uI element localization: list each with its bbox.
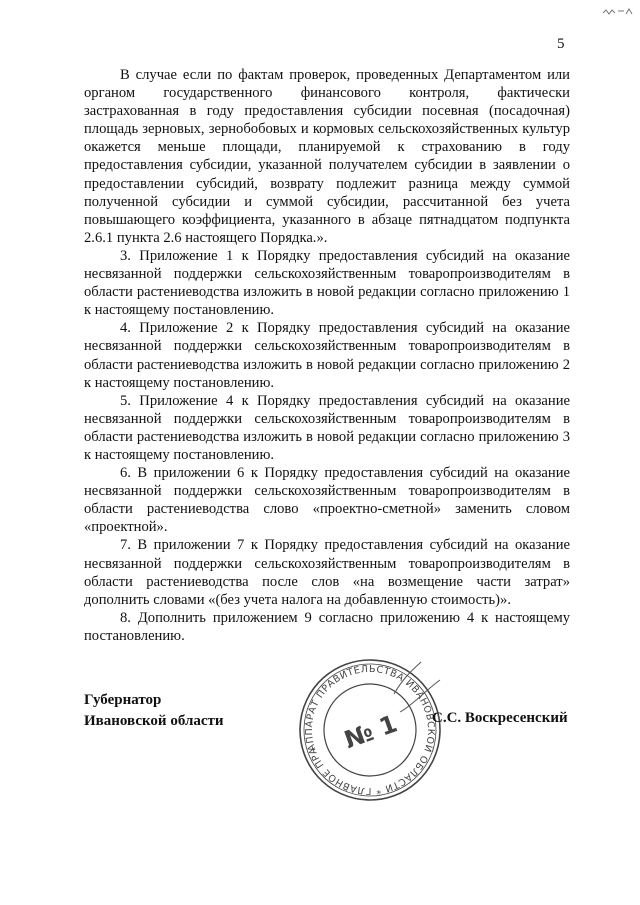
paragraph-item-6: 6. В приложении 6 к Порядку предоставления субсидий на оказание несвязанной поддержки сельскохозяйственным товаропроизводителям в области растениеводства слово «проектно-сметной» заменить словом «проектной». bbox=[84, 465, 570, 536]
signatory-title-line1: Губернатор bbox=[84, 692, 162, 708]
paragraph-item-7: 7. В приложении 7 к Порядку предоставления субсидий на оказание несвязанной поддержки сельскохозяйственным товаропроизводителям в области растениеводства после слов «на возмещение части затрат» дополнить словами «(без учета налога на добавленную стоимость)». bbox=[84, 537, 570, 608]
paragraph-item-5: 5. Приложение 4 к Порядку предоставления субсидий на оказание несвязанной поддержки сельскохозяйственным товаропроизводителям в области растениеводства изложить в новой редакции согласно приложению 3 к настоящему постановлению. bbox=[84, 392, 570, 463]
signatory-title bbox=[84, 690, 224, 732]
signatory-name: С.С. Воскресенский bbox=[432, 710, 568, 726]
signatory-title-line2: Ивановской области bbox=[84, 713, 224, 729]
official-seal-stamp bbox=[290, 650, 450, 810]
page-number: 5 bbox=[557, 36, 565, 52]
paragraph-refund-clause: В случае если по фактам проверок, проведенных Департаментом или органом государственного финансового контроля, фактически застрахованная в году предоставления субсидии посевная (посадочная) площадь зерновых, зернобобовых и кормовых сельскохозяйственных культур окажется меньше площади, планируемой к страхованию в году предоставления субсидии, указанной получателем субсидии в заявлении о предоставлении субсидий, возврату подлежит разница между суммой полученной субсидии и суммой субсидии, рассчитанной без учета повышающего коэффициента, указанного в абзаце пятнадцатом подпункта 2.6.1 пункта 2.6 настоящего Порядка.». bbox=[84, 67, 570, 246]
scan-corner-mark bbox=[602, 4, 634, 14]
paragraph-item-8: 8. Дополнить приложением 9 согласно приложению 4 к настоящему постановлению. bbox=[84, 609, 570, 644]
svg-text:№ 1: № 1 bbox=[340, 709, 401, 755]
paragraph-item-3: 3. Приложение 1 к Порядку предоставления субсидий на оказание несвязанной поддержки сельскохозяйственным товаропроизводителям в области растениеводства изложить в новой редакции согласно приложению 1 к настоящему постановлению. bbox=[84, 247, 570, 319]
svg-text:АППАРАТ ПРАВИТЕЛЬСТВА ИВАНОВСК: АППАРАТ ПРАВИТЕЛЬСТВА ИВАНОВСКОЙ ОБЛАСТИ * ГЛАВНОЕ ПРАВОВОЕ bbox=[303, 663, 437, 797]
paragraph-item-4: 4. Приложение 2 к Порядку предоставления субсидий на оказание несвязанной поддержки сельскохозяйственным товаропроизводителям в области растениеводства изложить в новой редакции согласно приложению 2 к настоящему постановлению. bbox=[84, 320, 570, 391]
document-body bbox=[84, 66, 570, 645]
